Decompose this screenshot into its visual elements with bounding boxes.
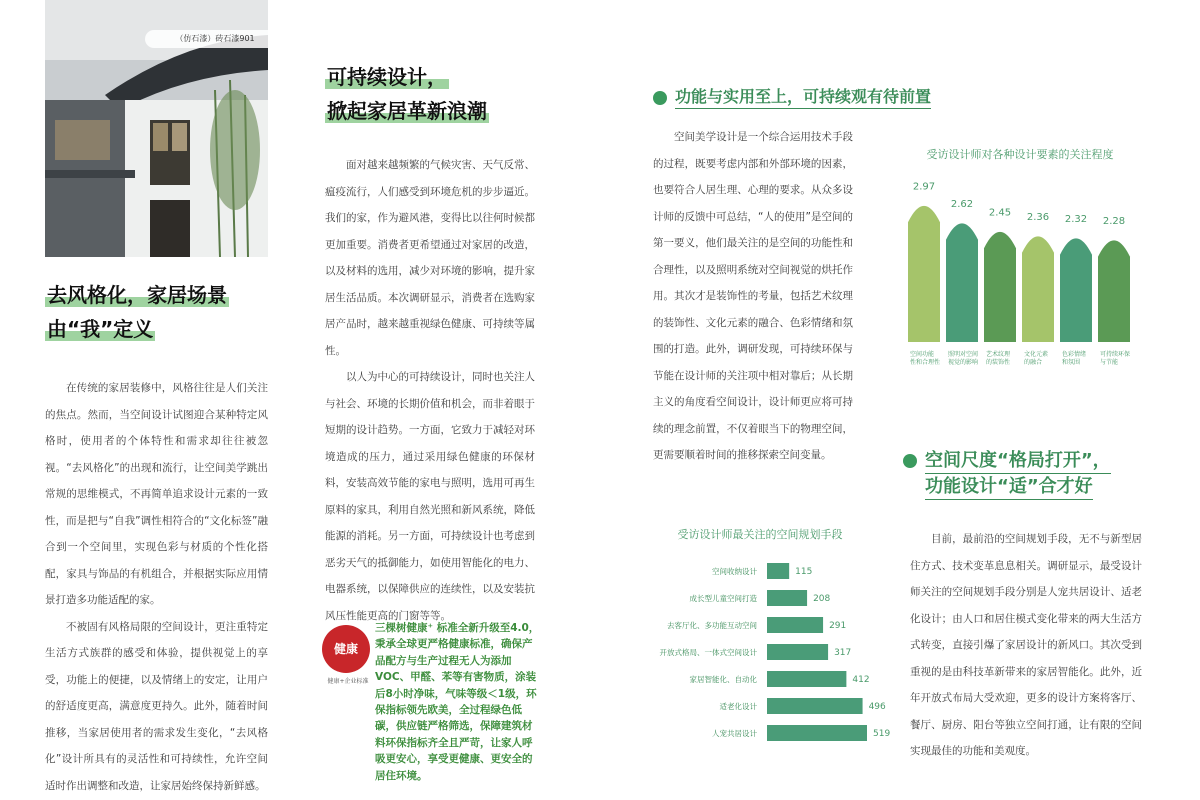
chart1-value-label: 2.32 [1064,214,1088,225]
chart1-category-label: 的装饰性 [986,359,1011,366]
col2-heading-line1: 可持续设计， [327,65,447,89]
chart1-category-label: 空间功能 [910,351,935,358]
product-tag: （仿石漆）砖石漆901 [145,30,285,48]
col2-paragraph: 面对越来越频繁的气候灾害、天气反常、瘟疫流行，人们感受到环境危机的步步逼近。我们的家，作为避风港，变得比以往何时候都更加重要。消费者更希望通过对家居的改造，以及材料的选用，减少对环境的影响，提升家居生活品质。本次调研显示，消费者在选购家居产品时，越来越重视绿色健康、可持续等属性。 [325,159,535,357]
col1-body [45,375,268,799]
chart2-value-label: 208 [813,594,831,604]
col4-heading-line1: 空间尺度“格局打开”， [925,450,1111,474]
chart1 [900,170,1140,380]
col4-body [910,526,1142,765]
chart1-category-label: 和氛围 [1062,359,1081,366]
col1-paragraph: 不被固有风格局限的空间设计，更注重特定生活方式族群的感受和体验，提供视觉上的享受，功能上的便捷，以及情绪上的安定，让用户的舒适度更高，满意度更持久。此外，随着时间推移，当家居使用者的需求发生变化，“去风格化”设计所具有的灵活性和可持续性，允许空间适时作出调整和改造，让家居始终保持新鲜感。 [45,620,268,792]
health-badge-caption: 健康+企业标准 [327,678,369,685]
chart1-category-label: 与节能 [1100,359,1119,366]
chart1-bar [946,223,978,342]
chart1-category-label: 视觉的影响 [948,359,979,366]
chart2-bar [767,563,789,579]
chart2-value-label: 412 [852,675,870,685]
col1-text [45,375,268,799]
col4-paragraph: 目前，最前沿的空间规划手段，无不与新型居住方式、技术变革息息相关。调研显示，最受设计师关注的空间规划手段分别是人宠共居设计、适老化设计；由人口和居住模式变化带来的两大生活方式转变，直接引爆了家居设计的新风口。其次受到重视的是由科技革新带来的家居智能化。此外，近年开放式布局大受欢迎，更多的设计方案将客厅、餐厅、厨房、阳台等独立空间打通，让有限的空间实现最佳的功能和美观度。 [910,533,1142,757]
chart2-category-label: 适老化设计 [719,702,757,711]
chart2-bar [767,671,846,687]
chart2-bar [767,590,807,606]
chart2-category-label: 去客厅化、多功能互动空间 [667,621,757,630]
chart2-value-label: 317 [834,648,852,658]
col3-body [653,124,853,469]
col1-paragraph: 在传统的家居装修中，风格往往是人们关注的焦点。然而，当空间设计试图迎合某种特定风格时，使用者的个体特性和需求却往往被忽视。“去风格化”的出现和流行，让空间美学跳出常规的思维模式，不再简单追求设计元素的一致性，而是把与“自我”调性相符合的“文化标签”融合到一个空间里，实现色彩与材质的个性化搭配，家具与饰品的有机组合，并根据实际应用情景打造多功能适配的家。 [45,382,268,606]
bullet-icon [653,91,667,105]
chart2-value-label: 115 [795,567,813,577]
col3-text [653,124,853,469]
col1-heading [45,278,270,346]
chart2-category-label: 人宠共居设计 [712,729,757,738]
chart2-title: 受访设计师最关注的空间规划手段 [677,528,843,541]
chart1-value-label: 2.45 [988,207,1012,219]
chart1-title: 受访设计师对各种设计要素的关注程度 [926,148,1114,161]
chart1-bar [908,206,940,342]
col2-text [325,152,535,629]
col4-heading-line2: 功能设计“适”合才好 [925,476,1093,500]
bullet-icon [903,454,917,468]
col4-heading [903,448,1163,500]
chart1-value-label: 2.97 [912,181,936,193]
col1-heading-line1: 去风格化，家居场景 [47,283,227,307]
chart1-value-label: 2.28 [1102,216,1126,227]
chart2-category-label: 开放式格局、一体式空间设计 [659,648,757,657]
promo-text: 三棵树健康⁺ 标准全新升级至4.0，秉承全球更严格健康标准，确保产品配方与生产过程无人为添加VOC、甲醛、苯等有害物质，涂装后8小时净味，气味等级＜1级，环保指标领先欧美，全过程绿色低碳，供应链严格筛选，保障建筑材料环保指标齐全且严苛，让家人呼吸更安心，享受更健康、更安全的居住环境。 [375,622,540,782]
chart1-bar [1060,238,1092,342]
column-1 [45,278,270,346]
chart1-category-label: 文化元素 [1024,351,1049,358]
chart1-category-label: 性和合理性 [910,359,941,366]
chart1-category-label: 可持续环保 [1100,351,1131,358]
chart2-category-label: 成长型儿童空间打造 [689,594,757,603]
chart2-bar [767,617,823,633]
chart1-value-label: 2.62 [950,199,974,210]
health-badge-label: 健康 [333,642,358,656]
chart2-bar [767,725,867,741]
col2-body [325,152,535,629]
building-photo [45,0,268,257]
col3-paragraph: 空间美学设计是一个综合运用技术手段的过程，既要考虑内部和外部环境的因素，也要符合人居生理、心理的要求。从众多设计师的反馈中可总结，“人的使用”是空间的第一要义，他们最关注的是空间的功能性和合理性，以及照明系统对空间视觉的烘托作用。其次才是装饰性的考量，包括艺术纹理的装饰性、文化元素的融合、色彩情绪和氛围的打造。此外，调研发现，可持续环保与节能在设计师的关注项中相对靠后；从长期主义的角度看空间设计，设计师更应将可持续的理念前置，不仅着眼当下的物理空间，更需要顺着时间的推移探索空间变量。 [653,131,853,461]
col2-paragraph: 以人为中心的可持续设计，同时也关注人与社会、环境的长期价值和机会，而非着眼于短期的设计趋势。一方面，它致力于减轻对环境造成的压力，通过采用绿色健康的环保材料，安装高效节能的家电与照明，选用可再生原料的家具，利用自然光照和新风系统，降低能源的消耗。另一方面，可持续设计也考虑到恶劣天气的抵御能力，如使用智能化的电力、电器系统，以保障供应的连续性，以及安装抗风压性能更高的门窗等等。 [325,371,535,622]
chart1-category-label: 的融合 [1024,359,1043,366]
chart1-bar [1022,236,1054,342]
chart2-value-label: 291 [829,621,847,631]
chart2-value-label: 496 [868,702,886,712]
col3-heading [653,84,973,107]
chart2-category-label: 空间收纳设计 [712,567,757,576]
chart2-bar [767,644,828,660]
chart1-category-label: 照明对空间 [948,351,979,358]
chart2-bar [767,698,863,714]
col1-heading-line2: 由“我”定义 [47,317,154,341]
chart1-category-label: 艺术纹理 [986,351,1011,358]
chart1-category-label: 色彩情绪 [1062,351,1087,358]
chart1-bar [984,232,1016,342]
chart2-category-label: 家居智能化、自动化 [689,675,757,684]
col3-heading-text: 功能与实用至上，可持续观有待前置 [675,87,931,109]
chart1-value-label: 2.36 [1026,212,1050,223]
health-badge [322,625,370,673]
col2-heading-line2: 掀起家居革新浪潮 [327,99,487,123]
col2-heading [325,60,540,128]
chart1-bar [1098,240,1130,342]
chart2 [620,555,891,750]
col4-text [910,526,1142,765]
chart2-value-label: 519 [873,729,891,739]
